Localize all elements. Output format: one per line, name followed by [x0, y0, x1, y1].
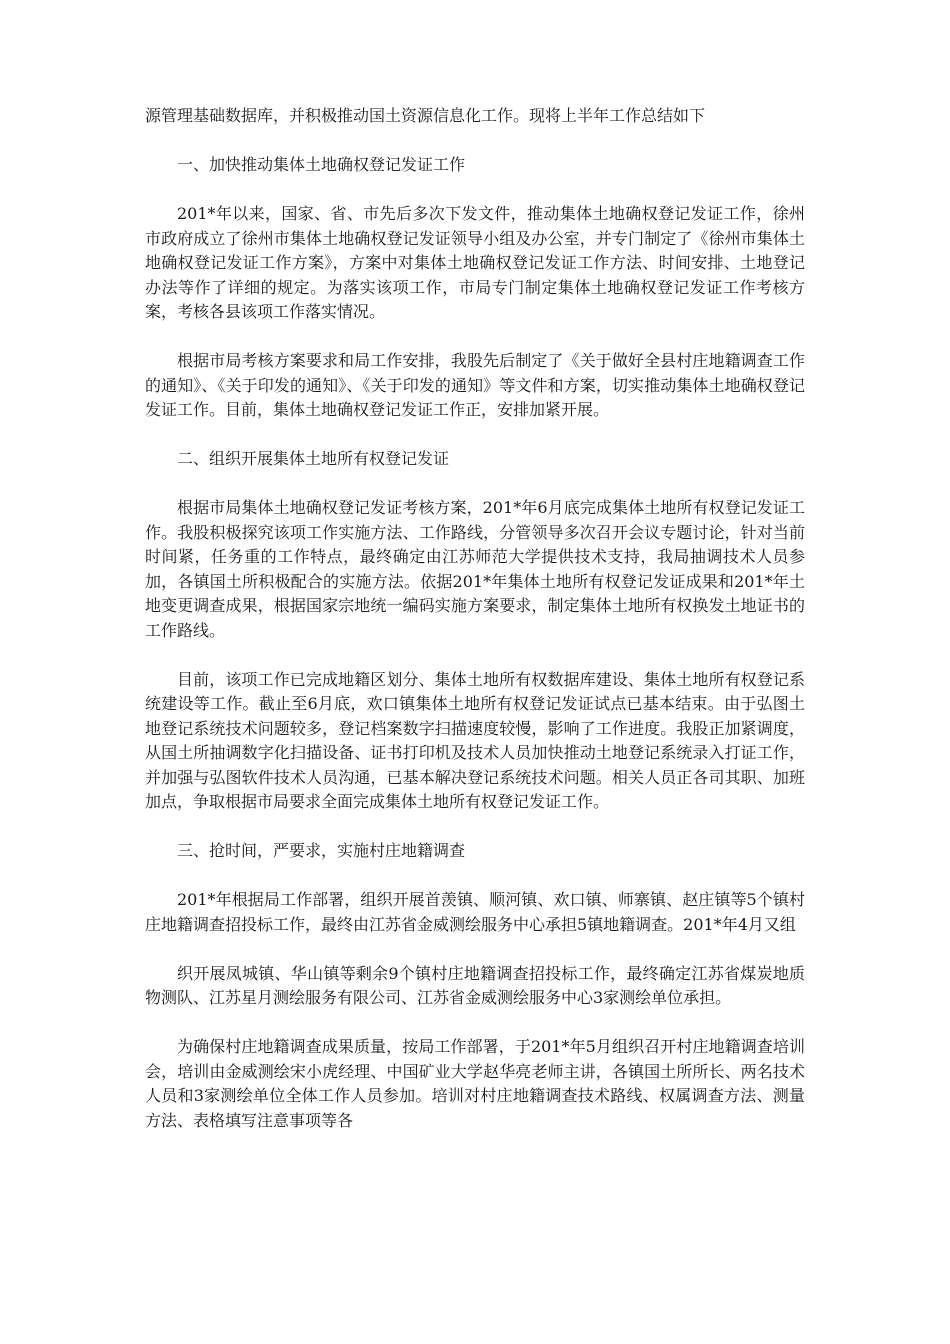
section-2-paragraph-1: 根据市局集体土地确权登记发证考核方案，201*年6月底完成集体土地所有权登记发证工作。我股积极探究该项工作实施方法、工作路线，分管领导多次召开会议专题讨论，针对当前时间紧，任务重的工作特点，最终确定由江苏师范大学提供技术支持，我局抽调技术人员参加，各镇国土所积极配合的实施方法。依据201*年集体土地所有权登记发证成果和201*年土地变更调查成果，根据国家宗地统一编码实施方案要求，制定集体土地所有权换发土地证书的工作路线。 [145, 498, 805, 640]
section-1-heading: 一、加快推动集体土地确权登记发证工作 [177, 155, 466, 174]
section-1-paragraph-2: 根据市局考核方案要求和局工作安排，我股先后制定了《关于做好全县村庄地籍调查工作的通知》、《关于印发的通知》、《关于印发的通知》等文件和方案，切实推动集体土地确权登记发证工作。目前，集体土地确权登记发证工作正，安排加紧开展。 [145, 351, 805, 419]
section-1-paragraph-1: 201*年以来，国家、省、市先后多次下发文件，推动集体土地确权登记发证工作，徐州市政府成立了徐州市集体土地确权登记发证领导小组及办公室，并专门制定了《徐州市集体土地确权登记发证工作方案》，方案中对集体土地确权登记发证工作方法、时间安排、土地登记办法等作了详细的规定。为落实该项工作，市局专门制定集体土地确权登记发证工作考核方案，考核各县该项工作落实情况。 [145, 204, 805, 321]
section-3-heading: 三、抢时间，严要求，实施村庄地籍调查 [177, 841, 466, 860]
intro-paragraph: 源管理基础数据库，并积极推动国土资源信息化工作。现将上半年工作总结如下 [145, 106, 706, 125]
section-2-paragraph-2: 目前，该项工作已完成地籍区划分、集体土地所有权数据库建设、集体土地所有权登记系统建设等工作。截止至6月底，欢口镇集体土地所有权登记发证试点已基本结束。由于弘图土地登记系统技术问题较多，登记档案数字扫描速度较慢，影响了工作进度。我股正加紧调度，从国土所抽调数字化扫描设备、证书打印机及技术人员加快推动土地登记系统录入打证工作，并加强与弘图软件技术人员沟通，已基本解决登记系统技术问题。相关人员正各司其职、加班加点，争取根据市局要求全面完成集体土地所有权登记发证工作。 [145, 669, 805, 811]
section-3-paragraph-1: 201*年根据局工作部署，组织开展首羡镇、顺河镇、欢口镇、师寨镇、赵庄镇等5个镇村庄地籍调查招投标工作，最终由江苏省金威测绘服务中心承担5镇地籍调查。201*年4月又组 [145, 890, 805, 934]
section-2-heading: 二、组织开展集体土地所有权登记发证 [177, 449, 450, 468]
section-3-paragraph-3: 为确保村庄地籍调查成果质量，按局工作部署，于201*年5月组织召开村庄地籍调查培训会，培训由金威测绘宋小虎经理、中国矿业大学赵华亮老师主讲，各镇国土所所长、两名技术人员和3家测绘单位全体工作人员参加。培训对村庄地籍调查技术路线、权属调查方法、测量方法、表格填写注意事项等各 [145, 1037, 805, 1130]
document-page [145, 104, 805, 1158]
section-3-paragraph-2: 织开展凤城镇、华山镇等剩余9个镇村庄地籍调查招投标工作，最终确定江苏省煤炭地质物测队、江苏星月测绘服务有限公司、江苏省金威测绘服务中心3家测绘单位承担。 [145, 963, 805, 1007]
